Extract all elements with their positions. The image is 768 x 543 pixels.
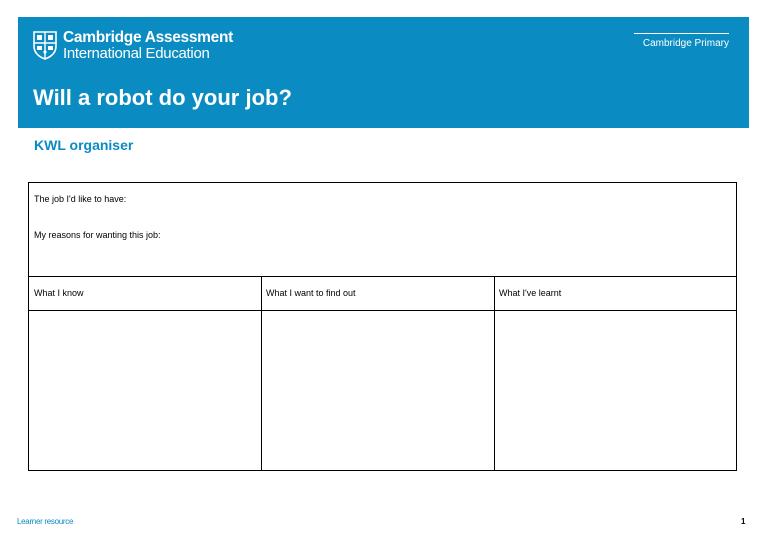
column-header-know: What I know [34, 288, 84, 298]
kwl-organiser-table [28, 182, 737, 471]
column-header-want-to-find-out: What I want to find out [266, 288, 356, 298]
want-to-find-out-answer-cell[interactable] [262, 311, 494, 470]
cambridge-logo [33, 30, 233, 62]
job-prompt: The job I'd like to have: [34, 194, 127, 204]
footer-resource-label: Learner resource [17, 517, 74, 526]
learnt-answer-cell[interactable] [495, 311, 736, 470]
programme-label: Cambridge Primary [634, 33, 729, 49]
org-name-line1: Cambridge Assessment [63, 29, 234, 46]
column-header-learnt: What I've learnt [499, 288, 562, 298]
know-answer-cell[interactable] [29, 311, 261, 470]
section-subtitle: KWL organiser [34, 137, 134, 153]
page-title: Will a robot do your job? [33, 85, 292, 110]
logo-wordmark [63, 30, 233, 62]
org-name-line2: International Education [63, 45, 210, 62]
page-number: 1 [741, 517, 746, 526]
job-details-section[interactable] [29, 183, 736, 277]
cambridge-crest-icon [33, 31, 57, 60]
header-banner [18, 17, 749, 128]
kwl-header-row [29, 276, 736, 311]
reasons-prompt: My reasons for wanting this job: [34, 230, 161, 240]
